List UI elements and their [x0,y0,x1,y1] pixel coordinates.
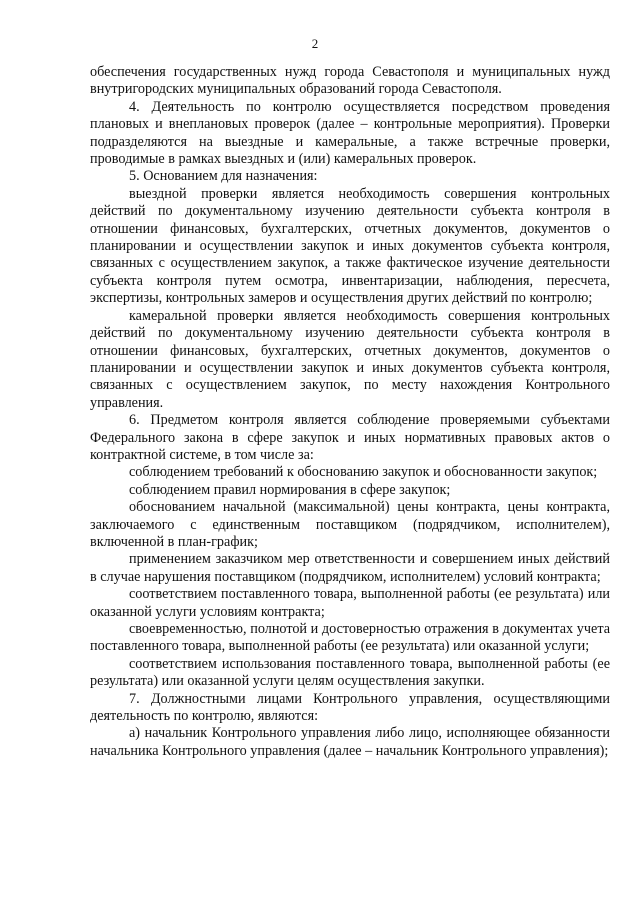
list-item: применением заказчиком мер ответственности и совершением иных действий в случае нарушения поставщиком (подрядчиком, исполнителем) условий контракта; [90,551,610,585]
document-body [90,64,610,760]
paragraph-continuation: обеспечения государственных нужд города Севастополя и муниципальных нужд внутригородских муниципальных образований города Севастополя. [90,64,610,98]
paragraph-item-7: 7. Должностными лицами Контрольного управления, осуществляющими деятельность по контролю, являются: [90,690,610,725]
list-item: своевременностью, полнотой и достоверностью отражения в документах учета поставленного товара, выполненной работы (ее результата) или оказанной услуги; [90,621,610,655]
list-item: а) начальник Контрольного управления либо лицо, исполняющее обязанности начальника Контрольного управления (далее – начальник Контрольного управления); [90,725,610,759]
list-item: соответствием использования поставленного товара, выполненной работы (ее результата) или оказанной услуги целям осуществления закупки. [90,655,610,690]
paragraph-desk-inspection: камеральной проверки является необходимость совершения контрольных действий по документальному изучению деятельности субъекта контроля в отношении финансовых, бухгалтерских, отчетных документов, документов о планировании и осуществлении закупок и иных документов субъекта контроля, связанных с осуществлением закупок, по месту нахождения Контрольного управления. [90,307,610,411]
list-item: обоснованием начальной (максимальной) цены контракта, цены контракта, заключаемого с единственным поставщиком (подрядчиком, исполнителем), включенной в план-график; [90,499,610,550]
paragraph-item-6: 6. Предметом контроля является соблюдение проверяемыми субъектами Федерального закона в сфере закупок и иных нормативных правовых актов о контрактной системе, в том числе за: [90,412,610,463]
page-number: 2 [311,36,319,51]
list-item: соблюдением требований к обоснованию закупок и обоснованности закупок; [129,464,598,481]
list-item: соответствием поставленного товара, выполненной работы (ее результата) или оказанной услуги условиям контракта; [90,586,610,620]
paragraph-item-5: 5. Основанием для назначения: [129,168,318,185]
paragraph-item-4: 4. Деятельность по контролю осуществляется посредством проведения плановых и внеплановых проверок (далее – контрольные мероприятия). Проверки подразделяются на выездные и камеральные, а также встречные проверки, проводимые в рамках выездных и (или) камеральных проверок. [90,98,610,168]
list-item: соблюдением правил нормирования в сфере закупок; [129,481,451,498]
paragraph-onsite-inspection: выездной проверки является необходимость совершения контрольных действий по документальному изучению деятельности субъекта контроля в отношении финансовых, бухгалтерских, отчетных документов, документов о планировании и осуществлении закупок и иных документов субъекта контроля, связанных с осуществлением закупок, а также фактическое изучение деятельности субъекта контроля путем осмотра, инвентаризации, наблюдения, пересчета, экспертизы, контрольных замеров и осуществления других действий по контролю; [90,185,610,307]
